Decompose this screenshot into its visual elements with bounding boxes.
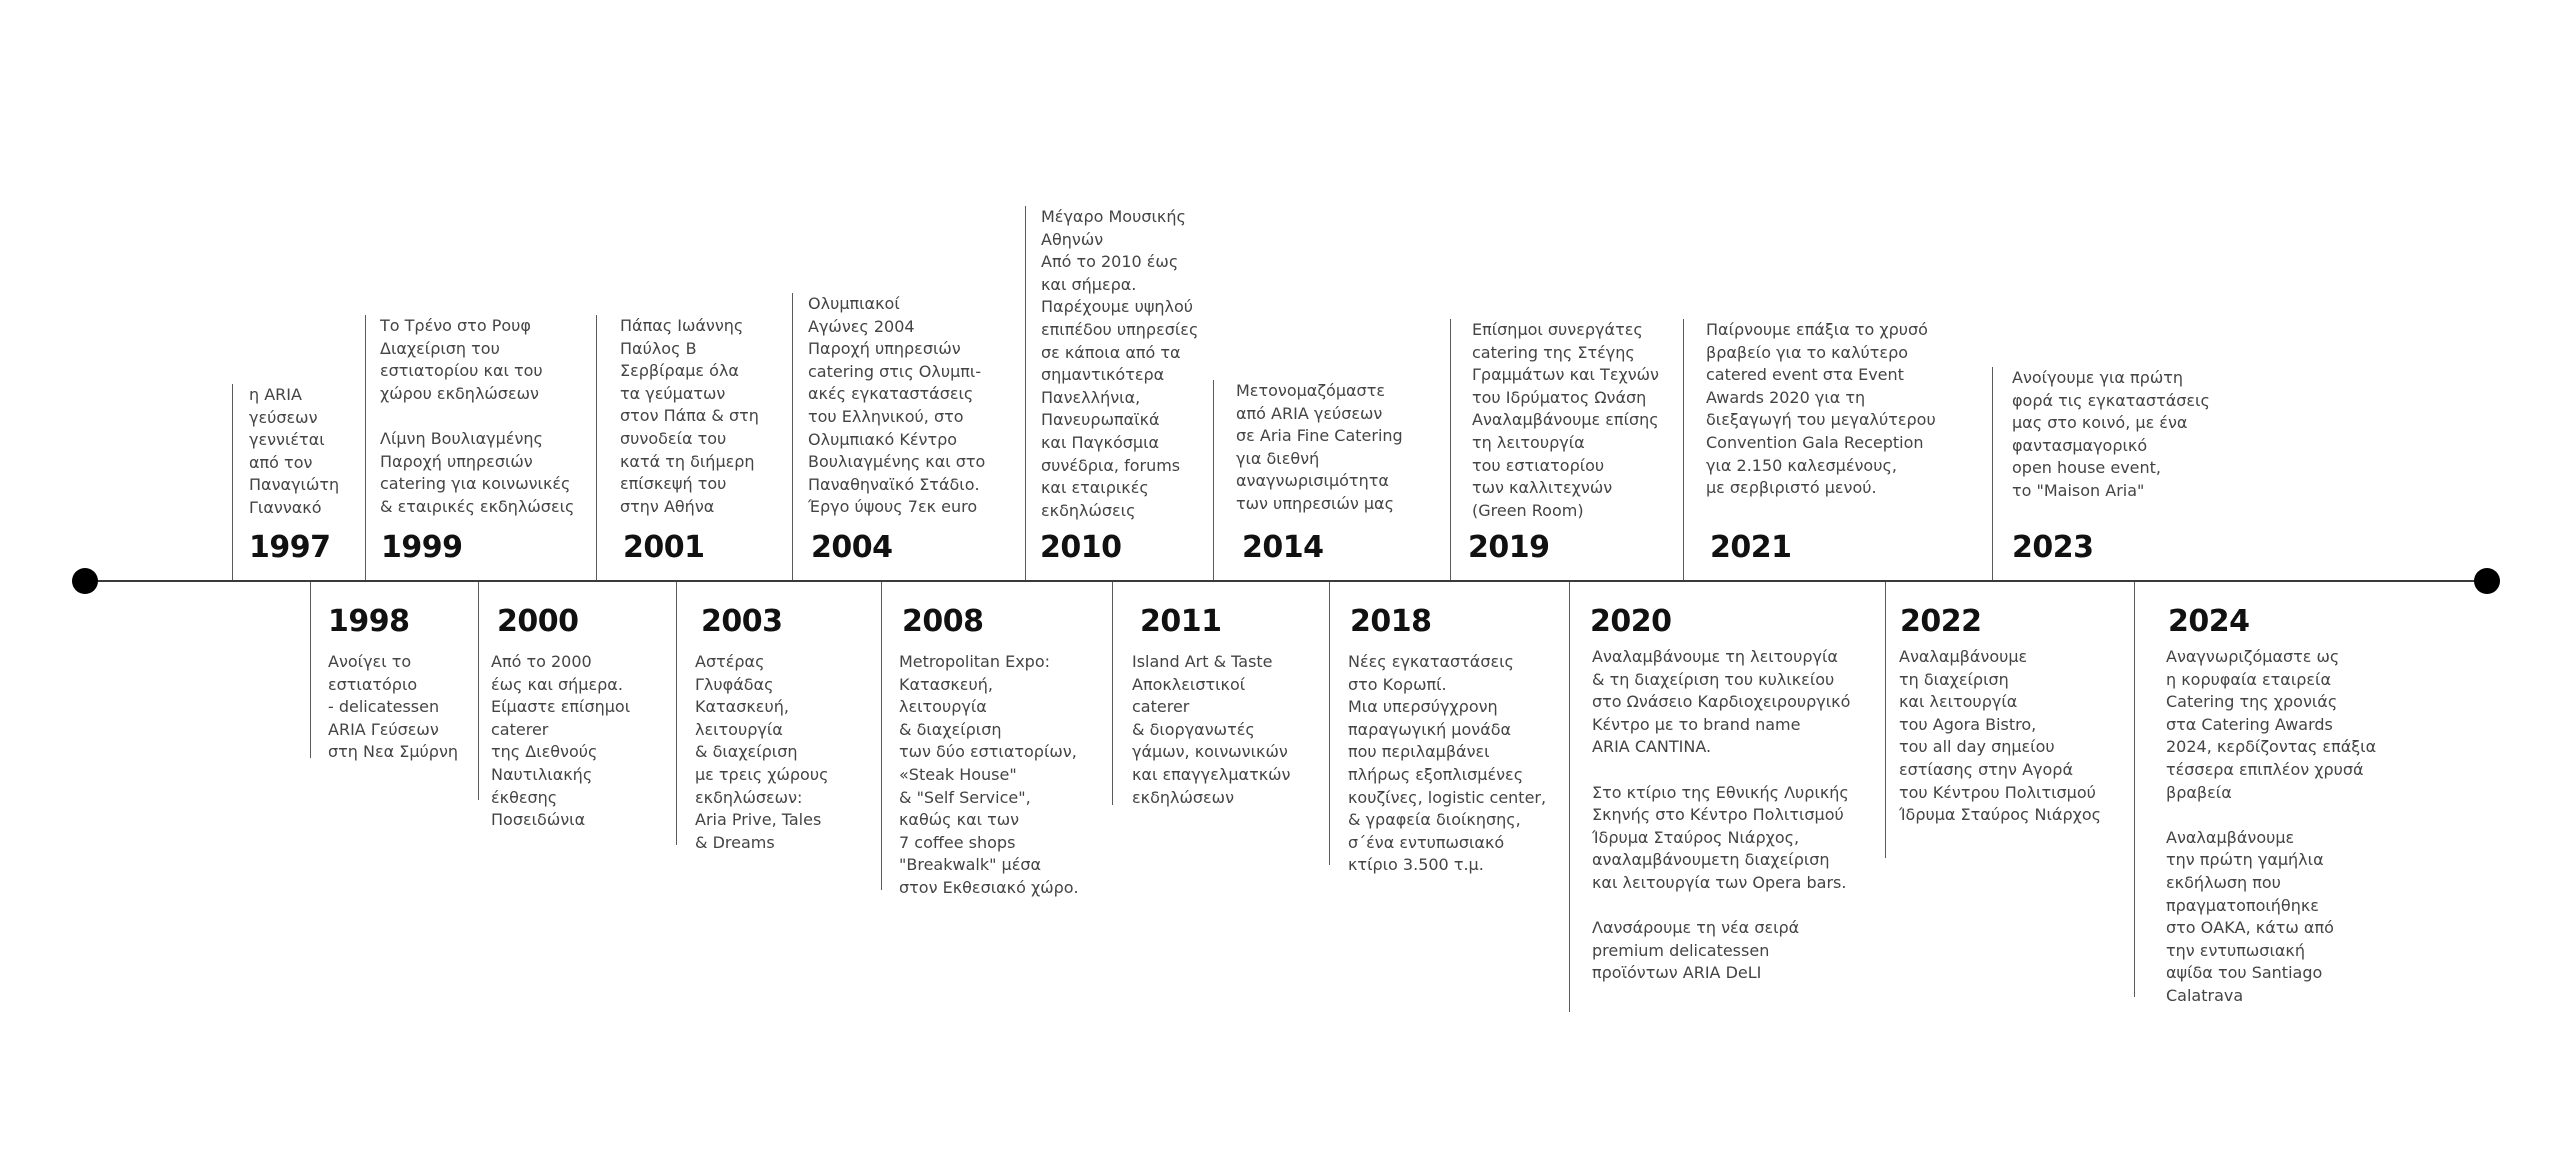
connector-line-2020 <box>1569 582 1570 1012</box>
milestone-line: του Ελληνικού, στο <box>808 406 964 426</box>
milestone-line: Ανοίγουμε για πρώτη <box>2012 368 2183 387</box>
milestone-line: αναλαμβάνουμετη διαχείριση <box>1592 850 1830 870</box>
milestone-line: εκδηλώσεων <box>1132 787 1234 807</box>
milestone-line: Ναυτιλιακής <box>491 764 593 784</box>
milestone-line: από ARIA γεύσεων <box>1236 403 1383 423</box>
milestone-line: ARIA CANTINA. <box>1592 737 1712 757</box>
milestone-line: επιπέδου υπηρεσίες <box>1041 319 1199 339</box>
milestone-line: Γλυφάδας <box>695 674 774 694</box>
connector-line-2010 <box>1025 206 1026 580</box>
milestone-line: των υπηρεσιών μας <box>1236 493 1394 513</box>
year-label-1998: 1998 <box>328 604 410 639</box>
milestone-line: Από το 2000 <box>491 652 592 671</box>
year-label-2021: 2021 <box>1710 530 1792 565</box>
milestone-line <box>1592 759 1850 782</box>
milestone-text-2008 <box>899 651 1079 900</box>
milestone-line: Έργο ύψους 7εκ euro <box>808 497 978 517</box>
milestone-line: Metropolitan Expo: <box>899 652 1050 671</box>
milestone-line <box>1592 895 1850 918</box>
milestone-line: για διεθνή <box>1236 448 1320 468</box>
milestone-line: «Steak House" <box>899 764 1017 784</box>
milestone-line: τη λειτουργία <box>1472 432 1585 452</box>
milestone-text-1997 <box>249 384 339 520</box>
milestone-line: Ποσειδώνια <box>491 810 586 830</box>
timeline-axis <box>84 580 2488 582</box>
milestone-line: κουζίνες, logistic center, <box>1348 787 1547 807</box>
milestone-line: αψίδα του Santiago <box>2166 963 2323 983</box>
milestone-line: & διαχείριση <box>695 742 798 762</box>
milestone-line: λειτουργία <box>899 697 987 717</box>
connector-line-2022 <box>1885 582 1886 858</box>
milestone-line: & Dreams <box>695 832 775 852</box>
timeline-start-dot <box>72 568 98 594</box>
milestone-line: του Agora Bistro, <box>1899 714 2037 734</box>
milestone-line: Επίσημοι συνεργάτες <box>1472 320 1643 339</box>
milestone-line: βραβείο για το καλύτερο <box>1706 342 1909 362</box>
milestone-line: με τρεις χώρους <box>695 764 829 784</box>
year-label-2018: 2018 <box>1350 604 1432 639</box>
milestone-text-2004 <box>808 293 985 519</box>
milestone-line: εκδηλώσεις <box>1041 500 1136 520</box>
connector-line-2000 <box>478 582 479 800</box>
milestone-line: σε Aria Fine Catering <box>1236 426 1403 446</box>
milestone-line: του all day σημείου <box>1899 737 2055 757</box>
milestone-line: γάμων, κοινωνικών <box>1132 742 1288 762</box>
connector-line-1997 <box>232 384 233 580</box>
milestone-line: πλήρως εξοπλισμένες <box>1348 764 1524 784</box>
milestone-line: Πανελλήνια, <box>1041 387 1141 407</box>
milestone-line: των δύο εστιατορίων, <box>899 742 1077 762</box>
year-label-1999: 1999 <box>381 530 463 565</box>
milestone-line: caterer <box>491 719 549 739</box>
milestone-line: open house event, <box>2012 458 2162 478</box>
year-label-2000: 2000 <box>497 604 579 639</box>
milestone-line: Island Art & Taste <box>1132 652 1273 671</box>
milestone-line: Μια υπερσύγχρονη <box>1348 697 1498 717</box>
milestone-line: Παίρνουμε επάξια το χρυσό <box>1706 320 1928 339</box>
milestone-line: Αγώνες 2004 <box>808 316 915 336</box>
milestone-line: catering της Στέγης <box>1472 342 1635 362</box>
milestone-line: τέσσερα επιπλέον χρυσά <box>2166 759 2364 779</box>
year-label-2023: 2023 <box>2012 530 2094 565</box>
milestone-line: βραβεία <box>2166 782 2232 802</box>
year-label-2014: 2014 <box>1242 530 1324 565</box>
milestone-text-2023 <box>2012 367 2210 503</box>
year-label-2022: 2022 <box>1900 604 1982 639</box>
milestone-line: Αποκλειστικοί <box>1132 674 1246 694</box>
milestone-line: αναγνωρισιμότητα <box>1236 471 1389 491</box>
connector-line-1998 <box>310 582 311 758</box>
milestone-line: που περιλαμβάνει <box>1348 742 1490 762</box>
milestone-text-2010 <box>1041 206 1198 522</box>
milestone-line: Παναθηναϊκό Στάδιο. <box>808 474 980 494</box>
milestone-line: και λειτουργία των Opera bars. <box>1592 872 1847 892</box>
milestone-line: Αναλαμβάνουμε <box>1899 647 2028 666</box>
milestone-line: Convention Gala Reception <box>1706 432 1924 452</box>
milestone-line: και εταιρικές <box>1041 478 1149 498</box>
milestone-line: συνέδρια, forums <box>1041 455 1181 475</box>
milestone-line: & διοργανωτές <box>1132 719 1255 739</box>
milestone-text-2000 <box>491 651 630 832</box>
milestone-text-2021 <box>1706 319 1936 500</box>
milestone-line: Διαχείριση του <box>380 338 500 358</box>
milestone-line: στο ΟΑΚΑ, κάτω από <box>2166 918 2334 938</box>
milestone-line: Ίδρυμα Σταύρος Νιάρχος, <box>1592 827 1800 847</box>
milestone-line: φαντασμαγορικό <box>2012 435 2148 455</box>
milestone-line: στον Εκθεσιακό χώρο. <box>899 877 1079 897</box>
milestone-line: φορά τις εγκαταστάσεις <box>2012 390 2210 410</box>
milestone-line: ARIA Γεύσεων <box>328 719 439 739</box>
milestone-line: Βουλιαγμένης και στο <box>808 452 986 472</box>
milestone-line: Αναλαμβάνουμε επίσης <box>1472 410 1659 430</box>
connector-line-2011 <box>1112 582 1113 805</box>
milestone-line: Πανευρωπαϊκά <box>1041 410 1160 430</box>
milestone-line: την πρώτη γαμήλια <box>2166 850 2324 870</box>
milestone-line: παραγωγική μονάδα <box>1348 719 1512 739</box>
year-label-2004: 2004 <box>811 530 893 565</box>
milestone-line: & γραφεία διοίκησης, <box>1348 810 1521 830</box>
milestone-line: τα γεύματων <box>620 383 726 403</box>
milestone-line: - delicatessen <box>328 697 440 717</box>
milestone-line: "Breakwalk" μέσα <box>899 855 1042 875</box>
milestone-line: στο Ωνάσειο Καρδιοχειρουργικό <box>1592 692 1851 712</box>
connector-line-2014 <box>1213 380 1214 580</box>
milestone-line: πραγματοποιήθηκε <box>2166 895 2319 915</box>
milestone-line: στον Πάπα & στη <box>620 406 759 426</box>
milestone-text-2014 <box>1236 380 1403 516</box>
milestone-line: Αναλαμβάνουμε <box>2166 827 2295 847</box>
year-label-2008: 2008 <box>902 604 984 639</box>
milestone-line: έως και σήμερα. <box>491 674 623 694</box>
connector-line-2003 <box>676 582 677 845</box>
milestone-line: προϊόντων ARIA DeLI <box>1592 963 1762 983</box>
milestone-line: συνοδεία του <box>620 428 727 448</box>
year-label-2024: 2024 <box>2168 604 2250 639</box>
milestone-line: κτίριο 3.500 τ.μ. <box>1348 855 1484 875</box>
milestone-line: 2024, κερδίζοντας επάξια <box>2166 737 2377 757</box>
milestone-line: Κατασκευή, <box>695 697 789 717</box>
milestone-line: με σερβιριστό μενού. <box>1706 478 1877 498</box>
milestone-line: εκδήλωση που <box>2166 872 2281 892</box>
milestone-line: Αναλαμβάνουμε τη λειτουργία <box>1592 647 1838 666</box>
milestone-line: Calatrava <box>2166 985 2244 1005</box>
milestone-line: την εντυπωσιακή <box>2166 940 2305 960</box>
milestone-line: σημαντικότερα <box>1041 365 1165 385</box>
milestone-line: κατά τη διήμερη <box>620 451 755 471</box>
connector-line-2008 <box>881 582 882 890</box>
milestone-line: και λειτουργία <box>1899 692 2018 712</box>
milestone-line: Αναγνωριζόμαστε ως <box>2166 647 2340 666</box>
milestone-line: εστιατόριο <box>328 674 418 694</box>
milestone-line: Awards 2020 για τη <box>1706 387 1866 407</box>
milestone-line: σ΄ένα εντυπωσιακό <box>1348 832 1505 852</box>
milestone-line: του Κέντρου Πολιτισμού <box>1899 782 2096 802</box>
milestone-line: & διαχείριση <box>899 719 1002 739</box>
milestone-line: Ολυμπιακό Κέντρο <box>808 429 958 449</box>
milestone-line: και σήμερα. <box>1041 274 1137 294</box>
milestone-line: Στο κτίριο της Εθνικής Λυρικής <box>1592 782 1849 802</box>
milestone-line: premium delicatessen <box>1592 940 1770 960</box>
milestone-line: στα Catering Awards <box>2166 714 2333 734</box>
year-label-2001: 2001 <box>623 530 705 565</box>
milestone-line: εστιατορίου και του <box>380 361 543 381</box>
milestone-line: ακές εγκαταστάσεις <box>808 384 974 404</box>
milestone-line: Γραμμάτων και Τεχνών <box>1472 365 1659 385</box>
milestone-line: Πάπας Ιωάννης <box>620 316 744 335</box>
connector-line-2023 <box>1992 367 1993 580</box>
year-label-2011: 2011 <box>1140 604 1222 639</box>
milestone-line: γεύσεων <box>249 407 318 427</box>
milestone-line: χώρου εκδηλώσεων <box>380 383 539 403</box>
milestone-line: γεννιέται <box>249 430 325 450</box>
milestone-line: η ARIA <box>249 385 302 404</box>
milestone-line: Παροχή υπηρεσιών <box>380 451 533 471</box>
milestone-line <box>380 405 574 428</box>
connector-line-2004 <box>792 293 793 580</box>
milestone-line: του Ιδρύματος Ωνάση <box>1472 387 1647 407</box>
milestone-line: Catering της χρονιάς <box>2166 692 2338 712</box>
milestone-line: στην Αθήνα <box>620 496 715 516</box>
milestone-line: Λίμνη Βουλιαγμένης <box>380 428 543 448</box>
milestone-line: Σερβίραμε όλα <box>620 361 739 381</box>
milestone-text-2001 <box>620 315 759 518</box>
milestone-line: στο Κορωπί. <box>1348 674 1447 694</box>
milestone-text-2022 <box>1899 646 2101 827</box>
milestone-line: Κατασκευή, <box>899 674 993 694</box>
milestone-line: caterer <box>1132 697 1190 717</box>
milestone-line: καθώς και των <box>899 810 1020 830</box>
milestone-line: Αστέρας <box>695 652 765 671</box>
milestone-text-2024 <box>2166 646 2376 1008</box>
milestone-text-1999 <box>380 315 574 518</box>
milestone-line: λειτουργία <box>695 719 783 739</box>
year-label-2003: 2003 <box>701 604 783 639</box>
milestone-line: έκθεσης <box>491 787 558 807</box>
year-label-1997: 1997 <box>249 530 331 565</box>
milestone-line: τη διαχείριση <box>1899 669 2009 689</box>
milestone-text-2019 <box>1472 319 1659 522</box>
milestone-line: Σκηνής στο Κέντρο Πολιτισμού <box>1592 805 1844 825</box>
milestone-line: επίσκεψή του <box>620 474 727 494</box>
year-label-2019: 2019 <box>1468 530 1550 565</box>
connector-line-2024 <box>2134 582 2135 997</box>
milestone-line: Κέντρο με το brand name <box>1592 714 1801 734</box>
milestone-line: Το Τρένο στο Ρουφ <box>380 316 531 335</box>
milestone-line: το "Maison Aria" <box>2012 480 2145 500</box>
milestone-line: Λανσάρουμε τη νέα σειρά <box>1592 918 1800 938</box>
milestone-line: Νέες εγκαταστάσεις <box>1348 652 1514 671</box>
milestone-line: (Green Room) <box>1472 500 1584 520</box>
milestone-line: και επαγγελματκών <box>1132 764 1291 784</box>
milestone-line: Είμαστε επίσημοι <box>491 697 631 717</box>
milestone-line: των καλλιτεχνών <box>1472 478 1613 498</box>
milestone-line: & "Self Service", <box>899 787 1031 807</box>
milestone-line: Από το 2010 έως <box>1041 252 1179 272</box>
milestone-line: catering στις Ολυμπι- <box>808 361 982 381</box>
connector-line-2019 <box>1450 319 1451 580</box>
year-label-2020: 2020 <box>1590 604 1672 639</box>
milestone-line <box>2166 804 2376 827</box>
milestone-text-2003 <box>695 651 828 854</box>
milestone-line: & τη διαχείριση του κυλικείου <box>1592 669 1835 689</box>
year-label-2010: 2010 <box>1040 530 1122 565</box>
milestone-line: catered event στα Event <box>1706 365 1904 385</box>
milestone-line: η κορυφαία εταιρεία <box>2166 669 2332 689</box>
milestone-line: και Παγκόσμια <box>1041 432 1160 452</box>
milestone-line: Παύλος Β <box>620 338 697 358</box>
milestone-line: στη Νεα Σμύρνη <box>328 742 459 762</box>
milestone-line: από τον <box>249 452 313 472</box>
milestone-text-2011 <box>1132 651 1290 809</box>
milestone-line: Μέγαρο Μουσικής <box>1041 207 1186 226</box>
milestone-line: για 2.150 καλεσμένους, <box>1706 455 1897 475</box>
milestone-line: Αθηνών <box>1041 229 1104 249</box>
milestone-line: σε κάποια από τα <box>1041 342 1181 362</box>
timeline-end-dot <box>2474 568 2500 594</box>
milestone-text-2020 <box>1592 646 1850 985</box>
milestone-line: 7 coffee shops <box>899 832 1016 852</box>
milestone-line: catering για κοινωνικές <box>380 474 571 494</box>
connector-line-2018 <box>1329 582 1330 865</box>
milestone-line: Μετονομαζόμαστε <box>1236 381 1385 400</box>
milestone-line: & εταιρικές εκδηλώσεις <box>380 496 575 516</box>
connector-line-2021 <box>1683 319 1684 580</box>
milestone-line: Ίδρυμα Σταύρος Νιάρχος <box>1899 805 2102 825</box>
milestone-text-2018 <box>1348 651 1546 877</box>
milestone-line: μας στο κοινό, με ένα <box>2012 413 2188 433</box>
milestone-line: Ανοίγει το <box>328 652 412 671</box>
connector-line-1999 <box>365 315 366 580</box>
milestone-line: Παρέχουμε υψηλού <box>1041 297 1194 317</box>
milestone-line: Ολυμπιακοί <box>808 294 900 313</box>
milestone-text-1998 <box>328 651 458 764</box>
milestone-line: της Διεθνούς <box>491 742 598 762</box>
milestone-line: του εστιατορίου <box>1472 455 1605 475</box>
milestone-line: Παροχή υπηρεσιών <box>808 339 961 359</box>
milestone-line: εκδηλώσεων: <box>695 787 803 807</box>
milestone-line: Aria Prive, Tales <box>695 810 822 830</box>
milestone-line: Γιαννακό <box>249 497 322 517</box>
milestone-line: Παναγιώτη <box>249 475 340 495</box>
milestone-line: διεξαγωγή του μεγαλύτερου <box>1706 410 1936 430</box>
milestone-line: εστίασης στην Αγορά <box>1899 759 2073 779</box>
connector-line-2001 <box>596 315 597 580</box>
